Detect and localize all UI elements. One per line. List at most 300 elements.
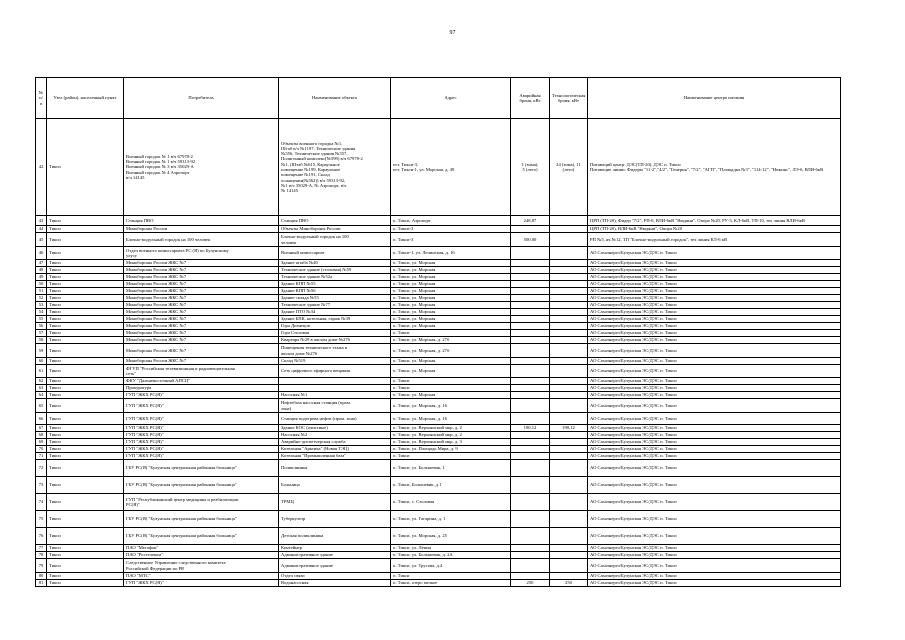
row-power-center: АО Сахаэнерго/Булунская ЭС/ДЭС п. Тикси xyxy=(588,559,841,573)
table-row xyxy=(36,494,841,511)
row-consumer: Минобороны России ЖКС №7 xyxy=(124,281,279,288)
row-consumer: ГУП "Республиканский центр медицины и реабилитации РС(Я)" xyxy=(124,494,279,511)
table-row xyxy=(36,528,841,545)
row-emergency-reserve xyxy=(511,552,550,559)
row-tech-reserve xyxy=(550,281,588,288)
power-consumers-table xyxy=(35,77,841,587)
row-address: п. Тикси xyxy=(391,573,511,580)
table-row xyxy=(36,460,841,477)
table-row xyxy=(36,233,841,247)
row-number: 60 xyxy=(36,358,47,365)
row-emergency-reserve: 248,87 xyxy=(511,216,550,226)
table-row xyxy=(36,580,841,587)
row-address: п. Тикси, ул. Морская, д. 27б xyxy=(391,337,511,344)
row-location: Тикси xyxy=(47,559,124,573)
row-number: 80 xyxy=(36,573,47,580)
row-consumer: ГУП "ЖКХ РС(Я)" xyxy=(124,425,279,432)
row-location: Тикси xyxy=(47,365,124,378)
row-tech-reserve xyxy=(550,378,588,385)
table-body xyxy=(36,119,841,587)
row-address: п. Тикси, ул. Гагарина, д. 1 xyxy=(391,511,511,528)
row-power-center: АО Сахаэнерго/Булунская ЭС/ДЭС п. Тикси xyxy=(588,425,841,432)
row-location: Тикси xyxy=(47,358,124,365)
table-row xyxy=(36,119,841,216)
table-row xyxy=(36,316,841,323)
row-tech-reserve xyxy=(550,365,588,378)
row-object: Станция ПВО xyxy=(279,216,391,226)
row-tech-reserve: 24 (зима), 11 (лето) xyxy=(550,119,588,216)
row-tech-reserve xyxy=(550,460,588,477)
row-number: 71 xyxy=(36,453,47,460)
row-consumer: ГБУ РС(Я) "Булунская центральная районная больница" xyxy=(124,477,279,494)
row-emergency-reserve xyxy=(511,274,550,281)
row-tech-reserve xyxy=(550,477,588,494)
row-address: п. Тикси, ул. Морская xyxy=(391,288,511,295)
row-location: Тикси xyxy=(47,295,124,302)
table-row xyxy=(36,309,841,316)
table-row xyxy=(36,477,841,494)
row-consumer: ГУП "ЖКХ РС(Я)" xyxy=(124,439,279,446)
row-address: п. Тикси, ул. Морская xyxy=(391,358,511,365)
row-address: п. Тикси, ул. Морская, д. 25 xyxy=(391,528,511,545)
row-tech-reserve xyxy=(550,274,588,281)
row-consumer: Минобороны России ЖКС №7 xyxy=(124,323,279,330)
row-number: 68 xyxy=(36,432,47,439)
row-number: 78 xyxy=(36,552,47,559)
row-address: п. Тикси, ул. Морская xyxy=(391,392,511,399)
row-emergency-reserve xyxy=(511,392,550,399)
row-emergency-reserve xyxy=(511,453,550,460)
header-tech-reserve: Технологическая броня, кВт xyxy=(550,78,588,119)
row-power-center: АО Сахаэнерго/Булунская ЭС/ДЭС п. Тикси xyxy=(588,358,841,365)
row-object: Здание штаба №40 xyxy=(279,260,391,267)
row-emergency-reserve xyxy=(511,385,550,392)
row-location: Тикси xyxy=(47,552,124,559)
row-number: 42 xyxy=(36,119,47,216)
table-row xyxy=(36,216,841,226)
row-tech-reserve xyxy=(550,330,588,337)
row-location: Тикси xyxy=(47,511,124,528)
row-object: Туберкулезр xyxy=(279,511,391,528)
row-emergency-reserve: 250 xyxy=(511,580,550,587)
row-object: Сеть цифрового эфирного вещания xyxy=(279,365,391,378)
row-consumer: Минобороны России ЖКС №7 xyxy=(124,330,279,337)
row-power-center: ЦРП (ТП-20), Фидер "7/2", РП-6, ВЛИ-6кВ "Нюдяни", Опора №20, РУ-3, КЛ-6кВ, ТП-10, тех линия ВЛИ-6кВ xyxy=(588,216,841,226)
row-address: п. Тикси, с. Столовая xyxy=(391,494,511,511)
row-object: Техническое здание №52а xyxy=(279,274,391,281)
row-location: Тикси xyxy=(47,580,124,587)
row-address: п. Тикси, ул. Морская xyxy=(391,267,511,274)
header-object: Наименование объекта xyxy=(279,78,391,119)
table-row xyxy=(36,378,841,385)
row-power-center: АО Сахаэнерго/Булунская ЭС/ДЭС п. Тикси xyxy=(588,477,841,494)
table-header-row xyxy=(36,78,841,119)
row-power-center: АО Сахаэнерго/Булунская ЭС/ДЭС п. Тикси xyxy=(588,580,841,587)
row-tech-reserve xyxy=(550,511,588,528)
row-emergency-reserve xyxy=(511,528,550,545)
row-power-center: АО Сахаэнерго/Булунская ЭС/ДЭС п. Тикси xyxy=(588,267,841,274)
table-row xyxy=(36,365,841,378)
row-number: 43 xyxy=(36,216,47,226)
row-location: Тикси xyxy=(47,316,124,323)
row-object: Станция подогрева нефти (пром. зона) xyxy=(279,413,391,425)
row-number: 48 xyxy=(36,267,47,274)
row-object: Здание ПТО №34 xyxy=(279,309,391,316)
row-consumer: Минобороны России ЖКС №7 xyxy=(124,260,279,267)
row-consumer: ГУП "ЖКХ РС(Я)" xyxy=(124,453,279,460)
row-object: Здание КПП №56 xyxy=(279,288,391,295)
row-emergency-reserve xyxy=(511,309,550,316)
row-address: п. Тикси-3 xyxy=(391,226,511,233)
row-consumer: ПАО "Мегафон" xyxy=(124,545,279,552)
row-address: п. Тикси, ул. Ленин xyxy=(391,545,511,552)
row-power-center: АО Сахаэнерго/Булунская ЭС/ДЭС п. Тикси xyxy=(588,439,841,446)
row-emergency-reserve xyxy=(511,323,550,330)
table-row xyxy=(36,573,841,580)
row-consumer: Минобороны России ЖКС №7 xyxy=(124,316,279,323)
row-location: Тикси xyxy=(47,330,124,337)
row-address: п. Тикси, ул. Площадь Мира, д. 9 xyxy=(391,446,511,453)
row-power-center: АО Сахаэнерго/Булунская ЭС/ДЭС п. Тикси xyxy=(588,494,841,511)
row-emergency-reserve xyxy=(511,260,550,267)
row-address: п. Тикси, ул. Морская, д. 16 xyxy=(391,413,511,425)
row-tech-reserve: 190,12 xyxy=(550,425,588,432)
row-tech-reserve xyxy=(550,358,588,365)
row-number: 58 xyxy=(36,337,47,344)
row-tech-reserve xyxy=(550,260,588,267)
row-emergency-reserve: 190,12 xyxy=(511,425,550,432)
row-number: 44 xyxy=(36,226,47,233)
row-power-center: АО Сахаэнерго/Булунская ЭС/ДЭС п. Тикси xyxy=(588,432,841,439)
table-row xyxy=(36,432,841,439)
row-tech-reserve xyxy=(550,295,588,302)
row-consumer: ГБУ РС(Я) "Булунская центральная районная больница" xyxy=(124,460,279,477)
row-emergency-reserve xyxy=(511,460,550,477)
row-emergency-reserve: 500,00 xyxy=(511,233,550,247)
row-location: Тикси xyxy=(47,281,124,288)
row-emergency-reserve xyxy=(511,573,550,580)
row-tech-reserve xyxy=(550,302,588,309)
row-consumer: Минобороны России ЖКС №7 xyxy=(124,337,279,344)
row-number: 81 xyxy=(36,580,47,587)
row-number: 59 xyxy=(36,344,47,358)
row-power-center: АО Сахаэнерго/Булунская ЭС/ДЭС п. Тикси xyxy=(588,316,841,323)
row-emergency-reserve xyxy=(511,288,550,295)
row-location: Тикси xyxy=(47,385,124,392)
row-object: Техническое здание (столовая) №59 xyxy=(279,267,391,274)
row-location: Тикси xyxy=(47,545,124,552)
table-row xyxy=(36,281,841,288)
table-row xyxy=(36,323,841,330)
row-location: Тикси xyxy=(47,337,124,344)
row-consumer: ГУП "ЖКХ РС(Я)" xyxy=(124,399,279,413)
row-consumer: Минобороны России ЖКС №7 xyxy=(124,274,279,281)
row-consumer: ФГУП "Российская телевизионная и радиовещательная сеть" xyxy=(124,365,279,378)
row-number: 64 xyxy=(36,392,47,399)
row-power-center: АО Сахаэнерго/Булунская ЭС/ДЭС п. Тикси xyxy=(588,392,841,399)
row-address: п. Тикси, озеро мелкое xyxy=(391,580,511,587)
row-power-center: АО Сахаэнерго/Булунская ЭС/ДЭС п. Тикси xyxy=(588,365,841,378)
table-row xyxy=(36,337,841,344)
row-location: Тикси xyxy=(47,453,124,460)
row-location: Тикси xyxy=(47,302,124,309)
header-location: Узел (район), населенный пункт xyxy=(47,78,124,119)
row-power-center: АО Сахаэнерго/Булунская ЭС/ДЭС п. Тикси xyxy=(588,288,841,295)
row-object: Склад №519 xyxy=(279,358,391,365)
row-emergency-reserve xyxy=(511,511,550,528)
row-power-center: АО Сахаэнерго/Булунская ЭС/ДЭС п. Тикси xyxy=(588,385,841,392)
row-object: Помещения технического этажа в жилом доме №276 xyxy=(279,344,391,358)
row-tech-reserve xyxy=(550,216,588,226)
row-tech-reserve xyxy=(550,226,588,233)
row-address: п. Тикси, ул. Морская, д. 27б xyxy=(391,344,511,358)
row-emergency-reserve xyxy=(511,477,550,494)
row-location: Тикси xyxy=(47,439,124,446)
row-number: 54 xyxy=(36,309,47,316)
row-number: 45 xyxy=(36,233,47,247)
row-consumer: ГУП "ЖКХ РС(Я)" xyxy=(124,432,279,439)
row-address: п. Тикси, ул. Верхоянский мкр, д. 3 xyxy=(391,439,511,446)
row-object: Военный комиссариат xyxy=(279,247,391,260)
row-address: п. Тикси, Большевик, д.1 xyxy=(391,477,511,494)
row-address: п. Тикси xyxy=(391,330,511,337)
row-object: Аварийно-диспетчерская служба xyxy=(279,439,391,446)
row-consumer: ГУП "ЖКХ РС(Я)" xyxy=(124,413,279,425)
row-tech-reserve xyxy=(550,392,588,399)
table-row xyxy=(36,392,841,399)
table-row xyxy=(36,446,841,453)
row-address: п. Тикси, ул. Морская xyxy=(391,323,511,330)
row-consumer: Следственное Управление следственного комитета Российской Федерации по РЯ xyxy=(124,559,279,573)
row-tech-reserve xyxy=(550,413,588,425)
row-consumer: ГУП "ЖКХ РС(Я)" xyxy=(124,392,279,399)
row-number: 77 xyxy=(36,545,47,552)
header-address: Адрес xyxy=(391,78,511,119)
row-location: Тикси xyxy=(47,392,124,399)
row-tech-reserve xyxy=(550,494,588,511)
row-emergency-reserve xyxy=(511,559,550,573)
row-address: п. Тикси, ул. Морская xyxy=(391,274,511,281)
row-consumer: Минобороны России ЖКС №7 xyxy=(124,344,279,358)
row-object: Котельная "Арктика" (Новая ТЭЦ) xyxy=(279,446,391,453)
table-row xyxy=(36,226,841,233)
row-number: 66 xyxy=(36,413,47,425)
row-power-center: АО Сахаэнерго/Булунская ЭС/ДЭС п. Тикси xyxy=(588,247,841,260)
row-object: Здание БПК, котельная, гараж №39 xyxy=(279,316,391,323)
row-object: Отдел связи xyxy=(279,573,391,580)
row-consumer: ГУП "ЖКХ РС(Я)" xyxy=(124,446,279,453)
table-row xyxy=(36,288,841,295)
row-address: п. Тикси, ул. Морская xyxy=(391,309,511,316)
row-address: п. Тикси, ул. Морская xyxy=(391,316,511,323)
row-number: 55 xyxy=(36,316,47,323)
table-row xyxy=(36,552,841,559)
row-object: Здание склада №55 xyxy=(279,295,391,302)
row-location: Тикси xyxy=(47,323,124,330)
row-location: Тикси xyxy=(47,494,124,511)
row-emergency-reserve xyxy=(511,494,550,511)
row-power-center: АО Сахаэнерго/Булунская ЭС/ДЭС п. Тикси xyxy=(588,528,841,545)
row-tech-reserve xyxy=(550,545,588,552)
row-power-center: АО Сахаэнерго/Булунская ЭС/ДЭС п. Тикси xyxy=(588,344,841,358)
row-address: п. Тикси xyxy=(391,453,511,460)
row-number: 73 xyxy=(36,477,47,494)
row-location: Тикси xyxy=(47,446,124,453)
row-tech-reserve xyxy=(550,344,588,358)
row-address: пгт. Тикси-3, пгт. Тикси-1, ул. Морская, д. 49 xyxy=(391,119,511,216)
row-power-center: АО Сахаэнерго/Булунская ЭС/ДЭС п. Тикси xyxy=(588,413,841,425)
row-power-center: АО Сахаэнерго/Булунская ЭС/ДЭС п. Тикси xyxy=(588,295,841,302)
row-tech-reserve xyxy=(550,573,588,580)
row-emergency-reserve xyxy=(511,337,550,344)
row-power-center: АО Сахаэнерго/Булунская ЭС/ДЭС п. Тикси xyxy=(588,453,841,460)
row-consumer: ГБУ РС(Я) "Булунская центральная районная больница" xyxy=(124,511,279,528)
row-address: п. Тикси, ул. Морская, д. 16 xyxy=(391,399,511,413)
table-row xyxy=(36,330,841,337)
row-tech-reserve xyxy=(550,316,588,323)
row-object: Квартира №29 в жилом доме №276 xyxy=(279,337,391,344)
row-emergency-reserve xyxy=(511,365,550,378)
row-power-center: ЦРП (ТП-20), ВЛИ-6кВ "Нюдяни", Опора №20 xyxy=(588,226,841,233)
row-number: 75 xyxy=(36,511,47,528)
row-tech-reserve xyxy=(550,559,588,573)
row-emergency-reserve xyxy=(511,247,550,260)
row-number: 69 xyxy=(36,439,47,446)
row-consumer: Минобороны России ЖКС №7 xyxy=(124,288,279,295)
header-power-center: Наименование центра питания xyxy=(588,78,841,119)
table-row xyxy=(36,247,841,260)
row-object: ТРМЦ xyxy=(279,494,391,511)
row-address: п. Тикси xyxy=(391,385,511,392)
row-emergency-reserve: 1 (зима), 5 (лето) xyxy=(511,119,550,216)
row-tech-reserve xyxy=(550,385,588,392)
row-power-center: АО Сахаэнерго/Булунская ЭС/ДЭС п. Тикси xyxy=(588,309,841,316)
row-tech-reserve xyxy=(550,233,588,247)
row-power-center: АО Сахаэнерго/Булунская ЭС/ДЭС п. Тикси xyxy=(588,460,841,477)
row-object: Детская поликлиника xyxy=(279,528,391,545)
table-row xyxy=(36,295,841,302)
row-location: Тикси xyxy=(47,477,124,494)
row-object: Поликлиника xyxy=(279,460,391,477)
row-tech-reserve xyxy=(550,528,588,545)
row-object xyxy=(279,378,391,385)
row-number: 53 xyxy=(36,302,47,309)
row-location: Тикси xyxy=(47,288,124,295)
row-emergency-reserve xyxy=(511,358,550,365)
row-address: п. Тикси, ул. Морская xyxy=(391,365,511,378)
row-location: Тикси xyxy=(47,216,124,226)
row-address: п. Тикси, ул. Трусова, д.4 xyxy=(391,559,511,573)
row-location: Тикси xyxy=(47,528,124,545)
row-emergency-reserve xyxy=(511,344,550,358)
row-emergency-reserve xyxy=(511,226,550,233)
row-location: Тикси xyxy=(47,309,124,316)
row-object: Здание КПП №55 xyxy=(279,281,391,288)
table-row xyxy=(36,399,841,413)
row-object xyxy=(279,385,391,392)
row-emergency-reserve xyxy=(511,446,550,453)
row-power-center: АО Сахаэнерго/Булунская ЭС/ДЭС п. Тикси xyxy=(588,446,841,453)
row-object: Гора Столовая xyxy=(279,330,391,337)
row-object: Административное здание xyxy=(279,552,391,559)
row-tech-reserve xyxy=(550,267,588,274)
row-number: 72 xyxy=(36,460,47,477)
row-number: 46 xyxy=(36,247,47,260)
row-tech-reserve xyxy=(550,552,588,559)
table-row xyxy=(36,425,841,432)
row-address: п. Тикси, ул. Верхоянский мкр, д. 2 xyxy=(391,425,511,432)
row-object: Объекты Минобороны России xyxy=(279,226,391,233)
row-emergency-reserve xyxy=(511,302,550,309)
row-location: Тикси xyxy=(47,573,124,580)
row-consumer: Минобороны России ЖКС №7 xyxy=(124,295,279,302)
row-object: Здание КОС (очистные) xyxy=(279,425,391,432)
row-tech-reserve: 250 xyxy=(550,580,588,587)
row-power-center: АО Сахаэнерго/Булунская ЭС/ДЭС п. Тикси xyxy=(588,545,841,552)
row-object: Насосная №1 xyxy=(279,392,391,399)
row-location: Тикси xyxy=(47,233,124,247)
row-number: 65 xyxy=(36,399,47,413)
row-location: Тикси xyxy=(47,247,124,260)
row-object: Административное здание xyxy=(279,559,391,573)
row-number: 67 xyxy=(36,425,47,432)
row-object: Котельная "Промышленная база" xyxy=(279,453,391,460)
row-emergency-reserve xyxy=(511,316,550,323)
row-power-center: АО Сахаэнерго/Булунская ЭС/ДЭС п. Тикси xyxy=(588,274,841,281)
row-number: 57 xyxy=(36,330,47,337)
row-tech-reserve xyxy=(550,309,588,316)
header-number: № п/п xyxy=(36,78,47,119)
row-number: 49 xyxy=(36,274,47,281)
row-emergency-reserve xyxy=(511,378,550,385)
row-power-center: АО Сахаэнерго/Булунская ЭС/ДЭС п. Тикси xyxy=(588,260,841,267)
row-location: Тикси xyxy=(47,267,124,274)
row-emergency-reserve xyxy=(511,545,550,552)
row-tech-reserve xyxy=(550,432,588,439)
row-consumer: Отдел военного комиссариата РС (Я) по Булунскому улусу xyxy=(124,247,279,260)
row-object: Больница xyxy=(279,477,391,494)
row-object: Блочно-модульный городок на 100 человек xyxy=(279,233,391,247)
row-address: п. Тикси-3 xyxy=(391,233,511,247)
row-emergency-reserve xyxy=(511,281,550,288)
row-location: Тикси xyxy=(47,413,124,425)
row-power-center: АО Сахаэнерго/Булунская ЭС/ДЭС п. Тикси xyxy=(588,378,841,385)
row-consumer: Прокуратура xyxy=(124,385,279,392)
row-tech-reserve xyxy=(550,323,588,330)
row-number: 52 xyxy=(36,295,47,302)
row-tech-reserve xyxy=(550,337,588,344)
header-emergency-reserve: Аварийная броня, кВт xyxy=(511,78,550,119)
row-address: п. Тикси, ул. Большевик, д. 2А xyxy=(391,552,511,559)
row-consumer: Станция ПВО xyxy=(124,216,279,226)
row-location: Тикси xyxy=(47,399,124,413)
row-location: Тикси xyxy=(47,119,124,216)
row-location: Тикси xyxy=(47,274,124,281)
table-row xyxy=(36,358,841,365)
table-row xyxy=(36,344,841,358)
row-tech-reserve xyxy=(550,446,588,453)
row-consumer: Минобороны России ЖКС №7 xyxy=(124,309,279,316)
row-address: п. Тикси, Аэропорт xyxy=(391,216,511,226)
row-power-center: АО Сахаэнерго/Булунская ЭС/ДЭС п. Тикси xyxy=(588,511,841,528)
row-number: 62 xyxy=(36,378,47,385)
row-consumer: Минобороны России xyxy=(124,226,279,233)
row-emergency-reserve xyxy=(511,330,550,337)
row-address: п. Тикси, ул. Большевик, 1 xyxy=(391,460,511,477)
row-tech-reserve xyxy=(550,453,588,460)
row-number: 63 xyxy=(36,385,47,392)
table-row xyxy=(36,439,841,446)
